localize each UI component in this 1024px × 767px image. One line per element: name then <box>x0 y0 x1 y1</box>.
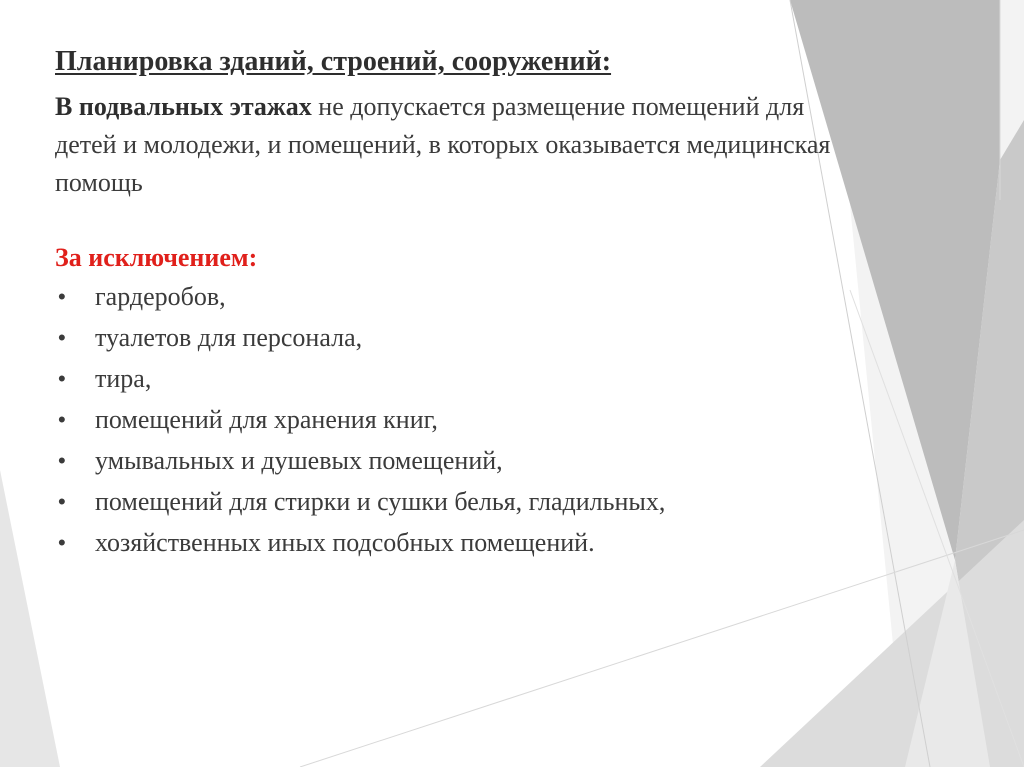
left-edge-shape <box>0 470 60 767</box>
exception-list <box>55 276 855 563</box>
intro-bold-text: В подвальных этажах <box>55 92 312 121</box>
bullet-icon: • <box>58 489 66 514</box>
list-item-label: туалетов для персонала, <box>95 323 363 352</box>
list-item <box>55 399 855 440</box>
bullet-icon: • <box>58 530 66 555</box>
list-item-label: гардеробов, <box>95 282 226 311</box>
list-item-label: помещений для стирки и сушки белья, гладильных, <box>95 487 666 516</box>
slide-content <box>55 44 855 563</box>
list-item-label: умывальных и душевых помещений, <box>95 446 503 475</box>
intro-rest-text: не допускается размещение помещений для детей и молодежи, и помещений, в которых оказывается медицинская помощь <box>55 92 831 197</box>
list-item-label: хозяйственных иных подсобных помещений. <box>95 528 595 557</box>
list-item <box>55 358 855 399</box>
intro-paragraph <box>55 88 855 202</box>
list-item <box>55 276 855 317</box>
list-item-label: тира, <box>95 364 152 393</box>
bullet-icon: • <box>58 284 66 309</box>
list-item-label: помещений для хранения книг, <box>95 405 438 434</box>
list-item <box>55 440 855 481</box>
list-item <box>55 317 855 358</box>
list-item <box>55 522 855 563</box>
bullet-icon: • <box>58 407 66 432</box>
exception-heading: За исключением: <box>55 243 258 272</box>
list-item <box>55 481 855 522</box>
bullet-icon: • <box>58 448 66 473</box>
slide-title: Планировка зданий, строений, сооружений: <box>55 46 612 77</box>
bullet-icon: • <box>58 366 66 391</box>
bullet-icon: • <box>58 325 66 350</box>
